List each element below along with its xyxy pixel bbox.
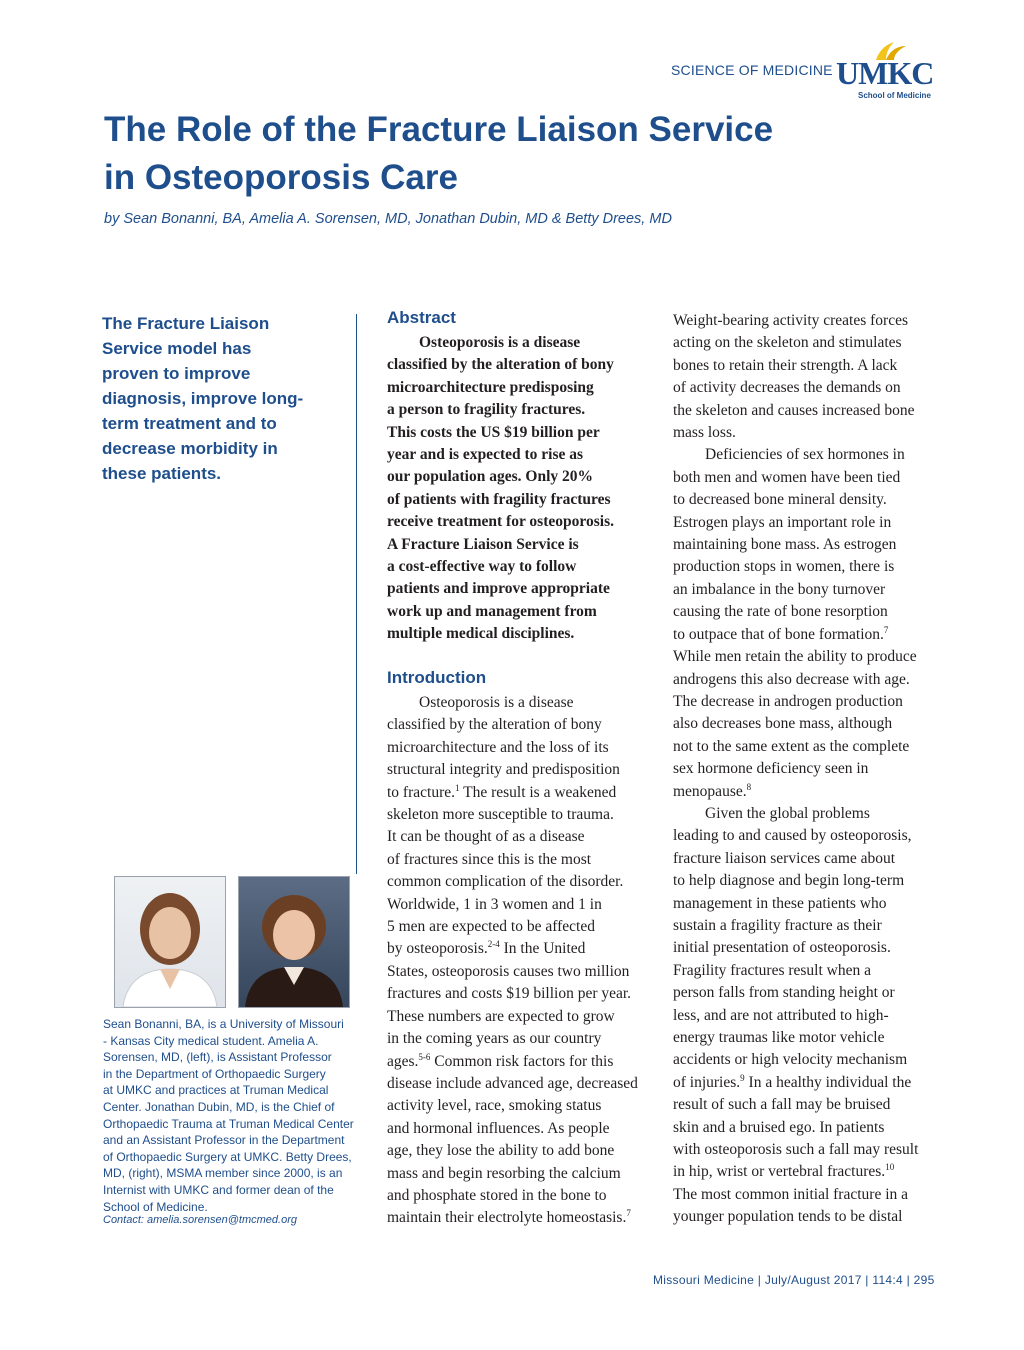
text-run: energy traumas like motor vehicle [673,1029,885,1046]
text-run: by osteoporosis. [387,940,488,958]
abstract-line: Osteoporosis is a disease [419,334,581,351]
citation-superscript: 10 [885,1162,895,1173]
citation-superscript: 1 [455,782,460,793]
text-run: leading to and caused by osteoporosis, [673,827,912,845]
introduction-line [387,1163,659,1185]
text-run: ages. [387,1052,419,1070]
text-run: structural integrity and predisposition [387,761,620,779]
abstract-line: microarchitecture predisposing [387,378,594,396]
author-photo-sorensen [114,876,226,1008]
page-header [0,0,1024,120]
text-run: accidents or high velocity mechanism [673,1051,908,1069]
abstract-line: of patients with fragility fractures [387,490,611,508]
text-run: less, and are not attributed to high- [673,1006,889,1024]
body-line [673,400,945,422]
body-line [673,758,945,780]
logo-text: UMKC [836,55,934,91]
title-line: The Role of the Fracture Liaison Service [104,110,774,149]
abstract-line: receive treatment for osteoporosis. [387,513,614,531]
text-run: both men and women have been tied [673,468,901,486]
bio-line: Sorensen, MD, (left), is Assistant Professor [103,1050,332,1065]
body-line [673,669,945,691]
text-run: 5 men are expected to be affected [387,918,595,936]
bio-line: Sean Bonanni, BA, is a University of Missouri [103,1017,344,1031]
introduction-line [387,961,659,983]
pullquote-line: proven to improve [102,364,251,383]
bio-line: - Kansas City medical student. Amelia A. [103,1033,319,1048]
text-run: It can be thought of as a disease [387,828,585,846]
text-run: Deficiencies of sex hormones in [705,446,905,464]
body-line [673,646,945,668]
abstract-line: a person to fragility fractures. [387,401,586,419]
text-run: Osteoporosis is a disease [419,694,574,711]
text-run: of injuries. [673,1073,741,1091]
body-line [673,713,945,735]
introduction-line [387,1185,659,1207]
body-line [673,332,945,354]
body-line [673,960,945,982]
text-run: The decrease in androgen production [673,692,903,710]
citation-superscript: 7 [626,1208,631,1219]
abstract-line: year and is expected to rise as [387,446,584,464]
text-run: result of such a fall may be bruised [673,1096,891,1114]
text-run: sustain a fragility fracture as their [673,916,882,934]
body-line [673,355,945,377]
introduction-line [387,1140,659,1162]
introduction-line [387,737,659,759]
author-bio [103,1016,365,1215]
body-line [673,1184,945,1206]
abstract-line: A Fracture Liaison Service is [387,535,579,553]
right-column-body [673,310,945,1229]
abstract-line: patients and improve appropriate [387,580,610,598]
text-run: to outpace that of bone formation. [673,625,884,643]
body-line [673,1139,945,1161]
abstract-line: our population ages. Only 20% [387,468,593,486]
text-run: skin and a bruised ego. In patients [673,1118,885,1136]
body-line [673,893,945,915]
introduction-line [387,826,659,848]
bio-line: of Orthopaedic Surgery at UMKC. Betty Drees, [103,1149,352,1164]
text-run: microarchitecture and the loss of its [387,738,609,756]
bio-line: Internist with UMKC and former dean of the [103,1182,334,1197]
body-line [673,377,945,399]
citation-superscript: 5-6 [418,1051,431,1062]
text-run: causing the rate of bone resorption [673,603,888,621]
body-line [673,781,945,803]
text-run: production stops in women, there is [673,558,895,576]
author-photo-drees [238,876,350,1008]
bio-line: School of Medicine. [103,1199,208,1214]
text-run: In a healthy individual the [744,1073,912,1091]
pullquote-line: The Fracture Liaison [102,314,270,333]
abstract-line: classified by the alteration of bony [387,356,614,374]
citation-superscript: 9 [740,1072,745,1083]
text-run: In the United [499,940,586,958]
text-run: acting on the skeleton and stimulates [673,334,902,352]
introduction-line [387,1006,659,1028]
text-run: to help diagnose and begin long-term [673,872,905,890]
body-line [673,579,945,601]
text-run: younger population tends to be distal [673,1208,903,1226]
column-divider [356,314,357,874]
introduction-line [387,1051,659,1073]
text-run: These numbers are expected to grow [387,1007,615,1025]
introduction-line [387,916,659,938]
text-run: States, osteoporosis causes two million [387,962,630,980]
introduction-heading: Introduction [387,668,487,687]
introduction-line [387,938,659,960]
text-run: of activity decreases the demands on [673,379,901,397]
introduction-line [387,894,659,916]
text-run: mass and begin resorbing the calcium [387,1164,621,1182]
body-line [673,444,945,466]
body-line [673,870,945,892]
introduction-line [387,1118,659,1140]
text-run: menopause. [673,782,747,800]
body-line [673,848,945,870]
text-run: initial presentation of osteoporosis. [673,939,891,957]
body-line [673,534,945,556]
body-line [673,1049,945,1071]
introduction-line [387,1095,659,1117]
introduction-line [387,714,659,736]
abstract-heading: Abstract [387,308,456,327]
introduction-line [387,849,659,871]
abstract-body [387,332,659,646]
text-run: fractures and costs $19 billion per year. [387,985,632,1003]
introduction-line [387,782,659,804]
article-title [104,106,824,202]
text-run: disease include advanced age, decreased [387,1074,638,1092]
text-run: management in these patients who [673,894,887,912]
text-run: fracture liaison services came about [673,849,896,867]
text-run: The most common initial fracture in a [673,1185,909,1203]
text-run: with osteoporosis such a fall may result [673,1141,919,1159]
text-run: mass loss. [673,424,736,442]
introduction-line [387,759,659,781]
pullquote-line: decrease morbidity in [102,439,278,458]
body-line [673,1005,945,1027]
bio-line: Orthopaedic Trauma at Truman Medical Center [103,1116,354,1131]
page-footer: Missouri Medicine | July/August 2017 | 114:4 | 295 [653,1273,935,1287]
text-run: in the coming years as our country [387,1030,602,1048]
text-run: common complication of the disorder. [387,873,624,891]
introduction-line [387,983,659,1005]
pullquote-line: diagnosis, improve long- [102,389,304,408]
bio-line: in the Department of Orthopaedic Surgery [103,1066,326,1081]
citation-superscript: 2-4 [487,939,500,950]
title-line: in Osteoporosis Care [104,158,458,197]
text-run: in hip, wrist or vertebral fractures. [673,1163,886,1181]
pullquote [102,311,342,486]
introduction-body [387,692,659,1230]
text-run: the skeleton and causes increased bone [673,401,915,419]
introduction-line [387,692,659,714]
bio-line: MD, (right), MSMA member since 2000, is an [103,1166,343,1181]
body-line [673,624,945,646]
body-line [673,736,945,758]
abstract-line: a cost-effective way to follow [387,558,577,576]
body-line [673,1161,945,1183]
text-run: also decreases bone mass, although [673,715,893,733]
body-line [673,556,945,578]
text-run: age, they lose the ability to add bone [387,1142,615,1160]
body-line [673,691,945,713]
byline: by Sean Bonanni, BA, Amelia A. Sorensen, MD, Jonathan Dubin, MD & Betty Drees, MD [104,211,672,227]
text-run: sex hormone deficiency seen in [673,760,869,778]
text-run: bones to retain their strength. A lack [673,356,898,374]
body-line [673,1094,945,1116]
text-run: to decreased bone mineral density. [673,491,887,509]
body-line [673,512,945,534]
introduction-line [387,1028,659,1050]
body-line [673,601,945,623]
introduction-line [387,804,659,826]
umkc-logo [836,40,941,102]
body-line [673,825,945,847]
text-run: While men retain the ability to produce [673,648,917,666]
bio-line: at UMKC and practices at Truman Medical [103,1083,329,1098]
introduction-line [387,871,659,893]
body-line [673,915,945,937]
body-line [673,422,945,444]
pullquote-line: Service model has [102,339,252,358]
body-line [673,1027,945,1049]
pullquote-line: term treatment and to [102,414,277,433]
text-run: classified by the alteration of bony [387,716,602,734]
text-run: Weight-bearing activity creates forces [673,312,909,329]
contact-email: Contact: amelia.sorensen@tmcmed.org [103,1214,297,1226]
text-run: and hormonal influences. As people [387,1119,610,1137]
bio-line: Center. Jonathan Dubin, MD, is the Chief of [103,1099,335,1114]
abstract-line: work up and management from [387,602,597,620]
introduction-line [387,1207,659,1229]
body-line [673,1072,945,1094]
body-line [673,489,945,511]
bio-line: and an Assistant Professor in the Department [103,1133,345,1148]
text-run: Estrogen plays an important role in [673,513,892,531]
text-run: skeleton more susceptible to trauma. [387,806,614,824]
logo-subtext: School of Medicine [858,91,931,100]
text-run: Common risk factors for this [430,1052,614,1070]
body-line [673,803,945,825]
text-run: and phosphate stored in the bone to [387,1186,607,1204]
body-line [673,467,945,489]
text-run: The result is a weakened [459,783,617,801]
pullquote-line: these patients. [102,464,222,483]
text-run: maintain their electrolyte homeostasis. [387,1209,627,1227]
body-line [673,937,945,959]
body-line [673,982,945,1004]
text-run: androgens this also decrease with age. [673,670,910,688]
text-run: Worldwide, 1 in 3 women and 1 in [387,895,602,913]
text-run: activity level, race, smoking status [387,1097,602,1115]
section-label: SCIENCE OF MEDICINE [671,62,833,78]
introduction-line [387,1073,659,1095]
text-run: an imbalance in the bony turnover [673,580,886,598]
text-run: not to the same extent as the complete [673,737,910,755]
text-run: Given the global problems [705,804,870,822]
text-run: of fractures since this is the most [387,850,592,868]
text-run: to fracture. [387,783,455,801]
text-run: person falls from standing height or [673,984,895,1002]
abstract-line: multiple medical disciplines. [387,625,575,643]
citation-superscript: 7 [883,624,889,635]
body-line [673,310,945,332]
abstract-line: This costs the US $19 billion per [387,423,600,441]
text-run: maintaining bone mass. As estrogen [673,536,897,554]
body-line [673,1117,945,1139]
text-run: Fragility fractures result when a [673,961,871,979]
citation-superscript: 8 [746,781,752,792]
body-line [673,1206,945,1228]
